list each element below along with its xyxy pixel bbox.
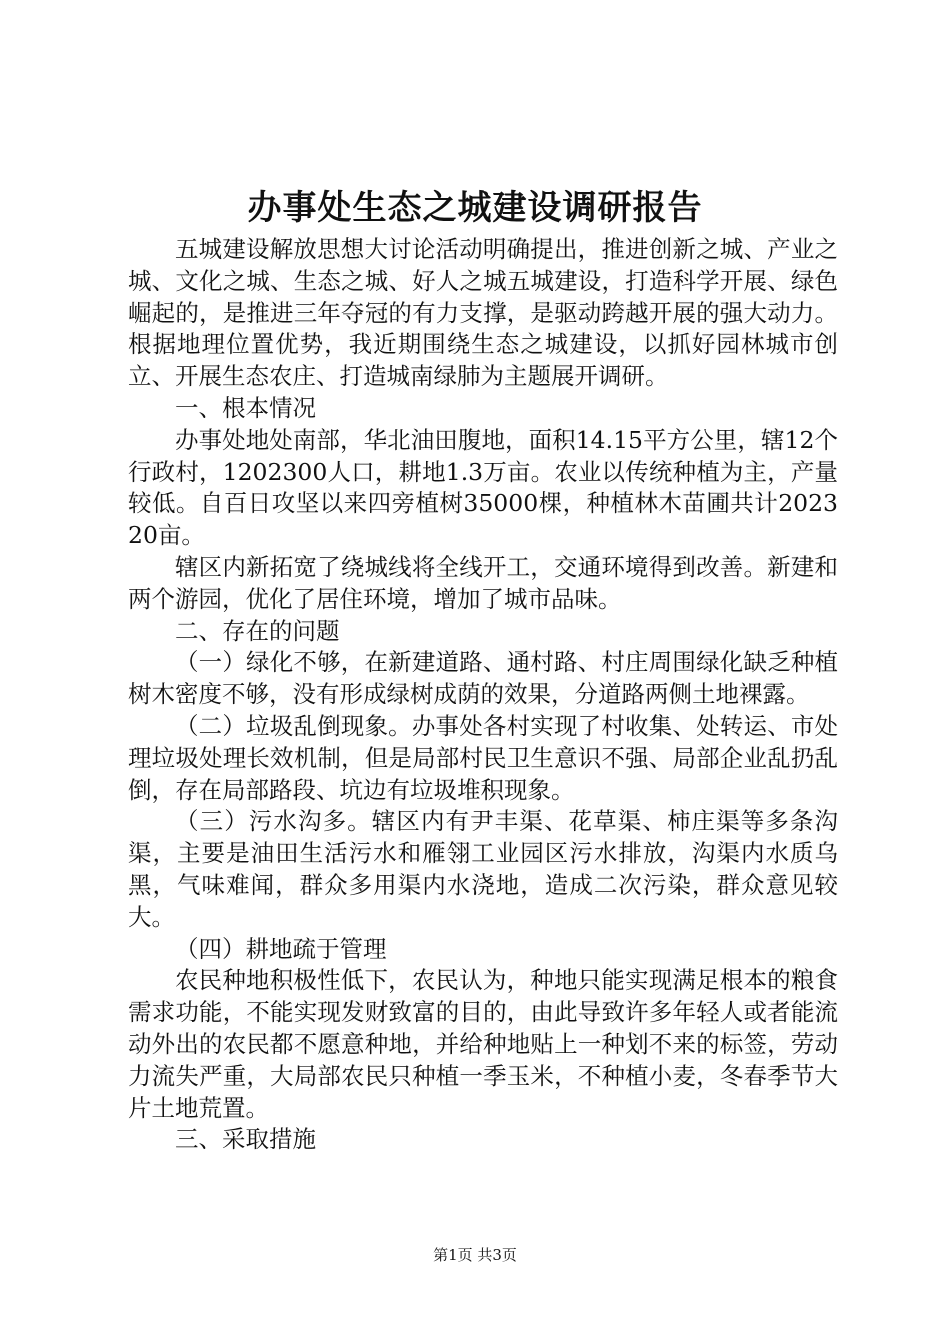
- paragraph-farmland: 农民种地积极性低下，农民认为，种地只能实现满足根本的粮食需求功能，不能实现发财致富的目的，由此导致许多年轻人或者能流动外出的农民都不愿意种地，并给种地贴上一种划不来的标签，劳动力流失严重，大局部农民只种植一季玉米，不种植小麦，冬春季节大片土地荒置。: [128, 966, 838, 1122]
- heading-farmland: （四）耕地疏于管理: [175, 934, 387, 963]
- heading-basic-situation: 一、根本情况: [175, 393, 316, 422]
- page-footer: 第1页 共3页: [433, 1246, 517, 1264]
- paragraph-problem-greening: （一）绿化不够，在新建道路、通村路、村庄周围绿化缺乏种植树木密度不够，没有形成绿树成荫的效果，分道路两侧土地裸露。: [128, 648, 838, 709]
- document-body: [128, 234, 838, 1156]
- heading-problems: 二、存在的问题: [175, 616, 340, 645]
- heading-measures: 三、采取措施: [175, 1125, 316, 1154]
- paragraph-traffic: 辖区内新拓宽了绕城线将全线开工，交通环境得到改善。新建和两个游园，优化了居住环境，增加了城市品味。: [128, 552, 838, 613]
- document-title: 办事处生态之城建设调研报告: [247, 188, 703, 228]
- paragraph-problem-garbage: （二）垃圾乱倒现象。办事处各村实现了村收集、处转运、市处理垃圾处理长效机制，但是局部村民卫生意识不强、局部企业乱扔乱倒，存在局部路段、坑边有垃圾堆积现象。: [128, 711, 838, 804]
- paragraph-problem-sewage: （三）污水沟多。辖区内有尹丰渠、花草渠、柿庄渠等多条沟渠，主要是油田生活污水和雁翎工业园区污水排放，沟渠内水质乌黑，气味难闻，群众多用渠内水浇地，造成二次污染，群众意见较大。: [128, 807, 838, 931]
- paragraph-intro: 五城建设解放思想大讨论活动明确提出，推进创新之城、产业之城、文化之城、生态之城、好人之城五城建设，打造科学开展、绿色崛起的，是推进三年夺冠的有力支撑，是驱动跨越开展的强大动力。根据地理位置优势，我近期围绕生态之城建设，以抓好园林城市创立、开展生态农庄、打造城南绿肺为主题展开调研。: [128, 235, 838, 391]
- paragraph-basic-facts: 办事处地处南部，华北油田腹地，面积14.15平方公里，辖12个行政村，1202300人口，耕地1.3万亩。农业以传统种植为主，产量较低。自百日攻坚以来四旁植树35000棵，种植林木苗圃共计202320亩。: [128, 425, 838, 550]
